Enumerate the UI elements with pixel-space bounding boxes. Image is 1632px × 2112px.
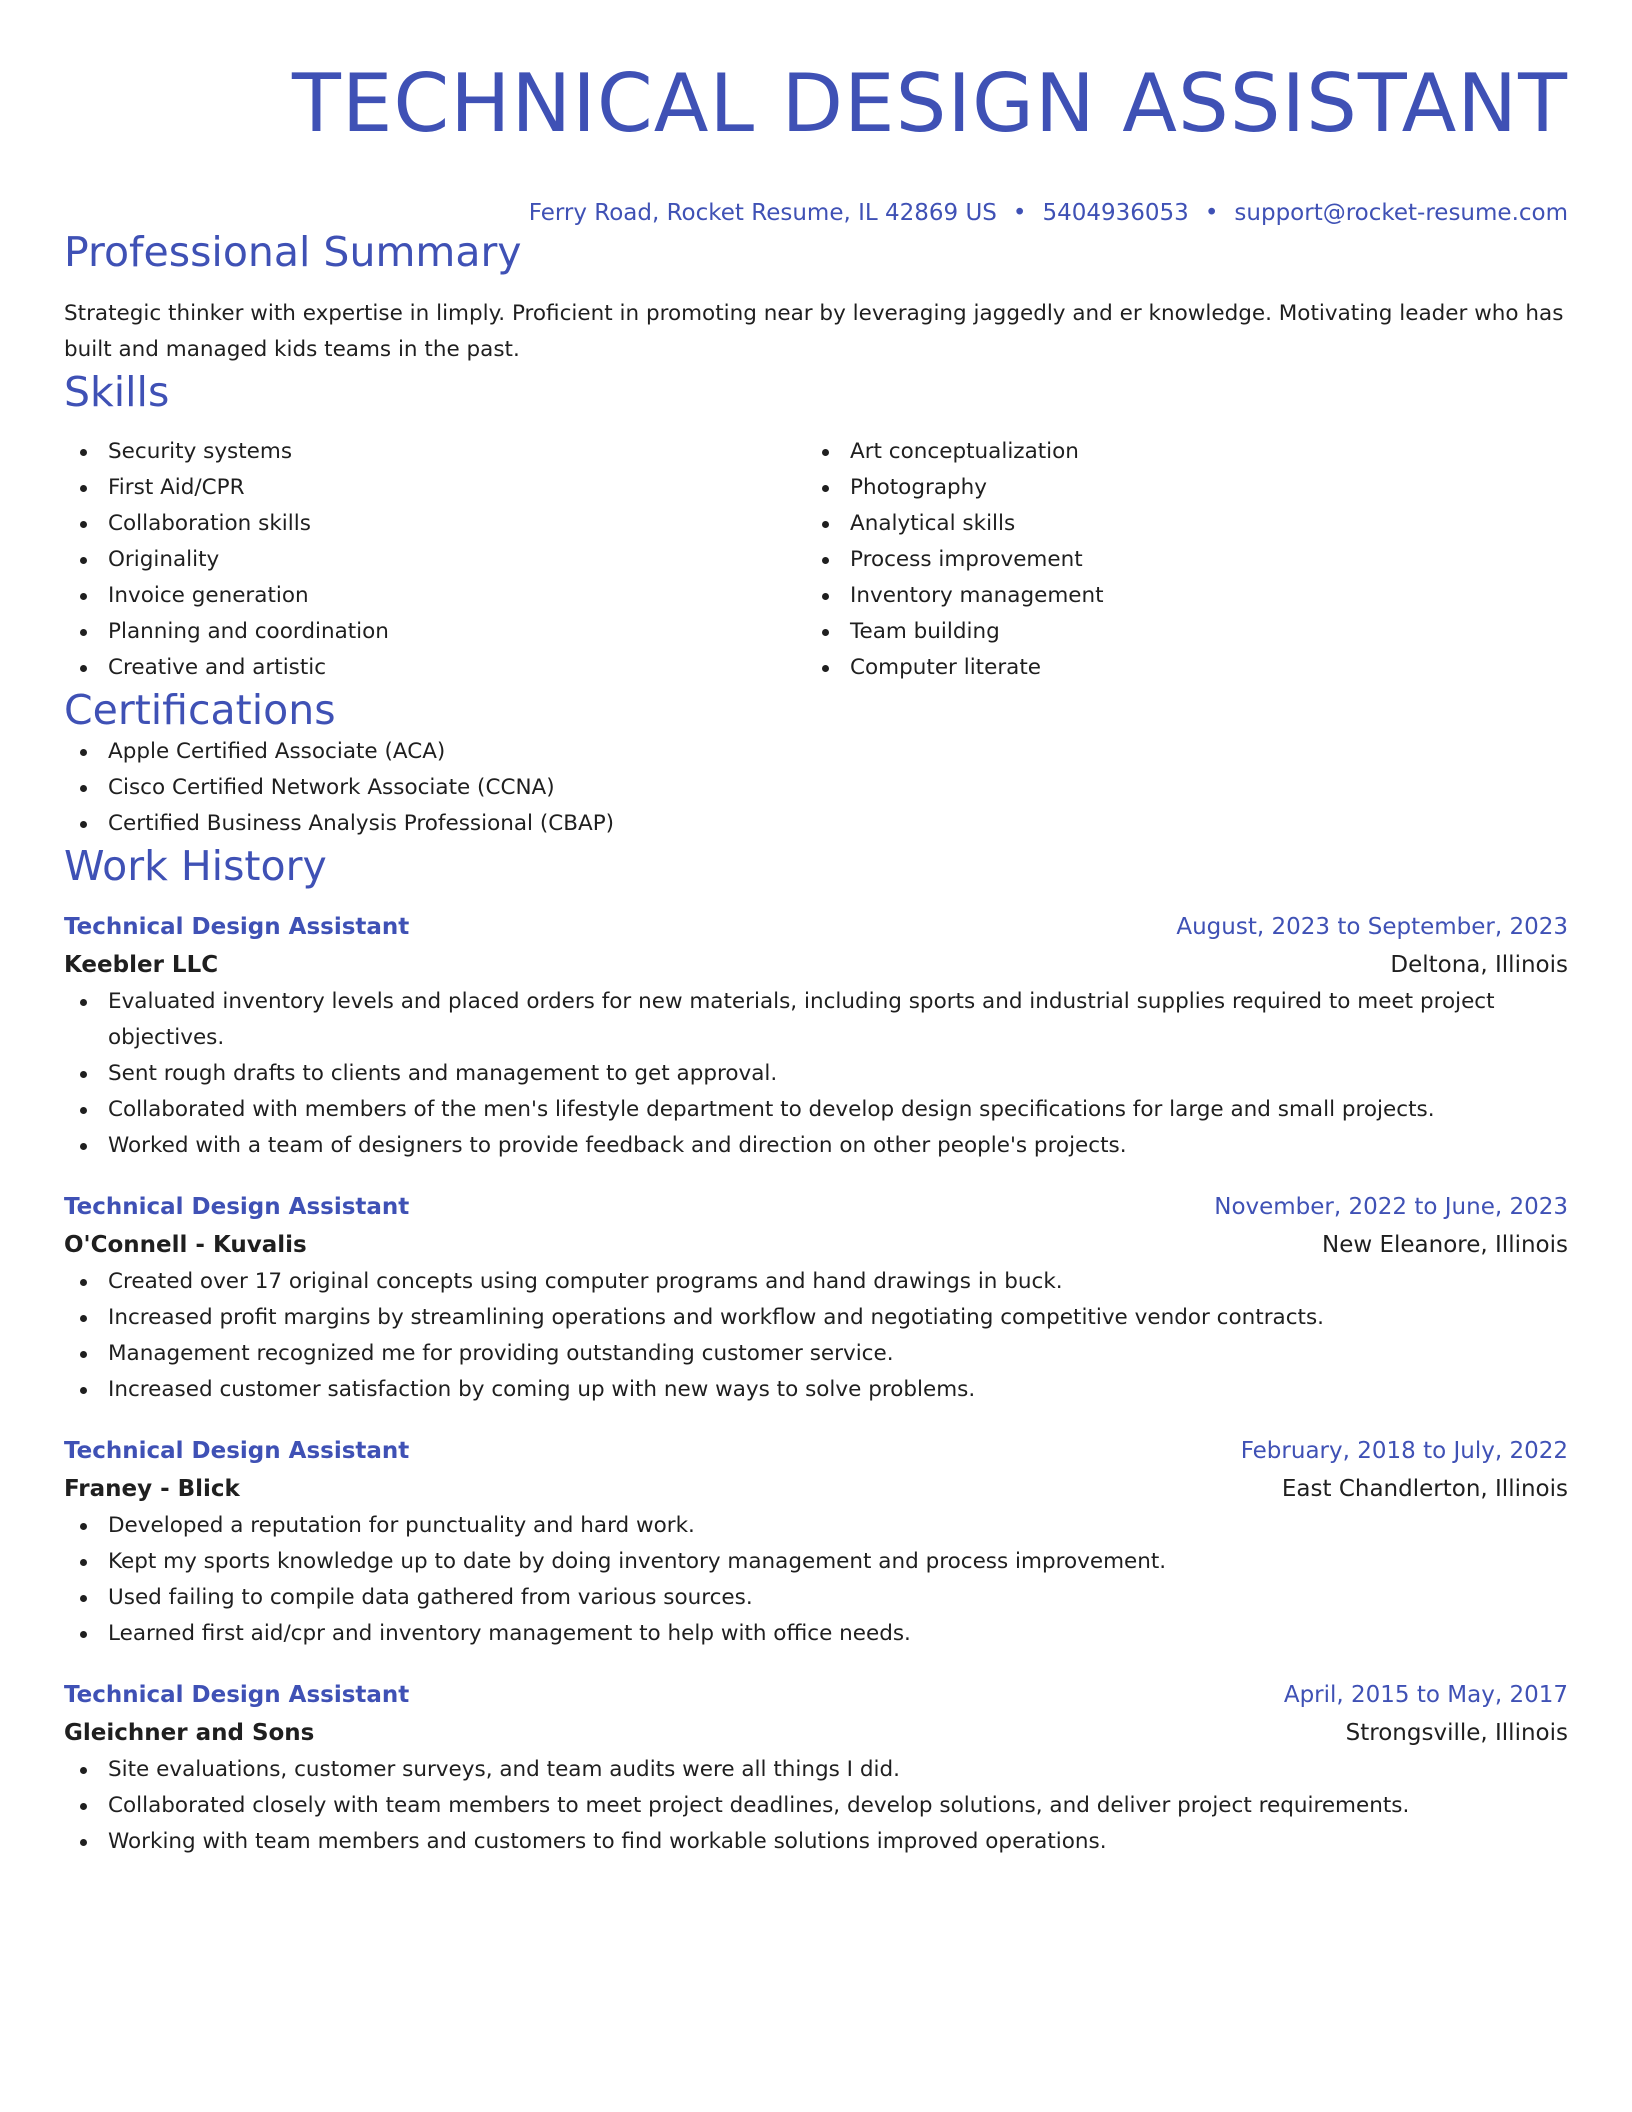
skill-item: Originality: [64, 542, 806, 578]
job-bullet: Learned first aid/cpr and inventory management to help with office needs.: [64, 1616, 1568, 1652]
job-bullet: Increased customer satisfaction by coming up with new ways to solve problems.: [64, 1372, 1568, 1408]
job-dates: November, 2022 to June, 2023: [1214, 1194, 1568, 1220]
skill-item: Process improvement: [806, 542, 1548, 578]
job-dates: February, 2018 to July, 2022: [1240, 1438, 1568, 1464]
contact-phone: 5404936053: [1042, 200, 1189, 226]
job-title-row: [64, 1432, 1568, 1470]
job-bullet: Site evaluations, customer surveys, and team audits were all things I did.: [64, 1752, 1568, 1788]
job-bullet: Collaborated with members of the men's lifestyle department to develop design specifications for large and small projects.: [64, 1092, 1568, 1128]
job-title-row: [64, 1676, 1568, 1714]
job-bullet: Increased profit margins by streamlining operations and workflow and negotiating competitive vendor contracts.: [64, 1300, 1568, 1336]
candidate-name: TECHNICAL DESIGN ASSISTANT: [292, 57, 1568, 150]
job-entry: [64, 1188, 1568, 1408]
resume-page: [64, 0, 1568, 1860]
job-company-row: [64, 1226, 1568, 1264]
job-company: O'Connell - Kuvalis: [64, 1232, 307, 1258]
skill-item: Planning and coordination: [64, 614, 806, 650]
skill-item: Creative and artistic: [64, 650, 806, 686]
skills-grid: [64, 434, 1568, 686]
skill-item: Security systems: [64, 434, 806, 470]
job-bullet: Developed a reputation for punctuality and hard work.: [64, 1508, 1568, 1544]
job-bullet: Worked with a team of designers to provide feedback and direction on other people's projects.: [64, 1128, 1568, 1164]
skill-item: Analytical skills: [806, 506, 1548, 542]
skill-item: Inventory management: [806, 578, 1548, 614]
job-bullets: [64, 1264, 1568, 1408]
skill-item: Invoice generation: [64, 578, 806, 614]
job-bullet: Sent rough drafts to clients and management to get approval.: [64, 1056, 1568, 1092]
certification-item: Certified Business Analysis Professional (CBAP): [64, 806, 1568, 842]
skills-heading: Skills: [64, 368, 170, 416]
job-entry: [64, 1676, 1568, 1860]
contact-separator: •: [1204, 200, 1219, 226]
skill-item: Art conceptualization: [806, 434, 1548, 470]
job-company: Gleichner and Sons: [64, 1720, 315, 1746]
job-bullets: [64, 1752, 1568, 1860]
job-entry: [64, 908, 1568, 1164]
resume-header: [64, 0, 1568, 228]
job-bullet: Collaborated closely with team members to meet project deadlines, develop solutions, and deliver project requirements.: [64, 1788, 1568, 1824]
job-company: Keebler LLC: [64, 952, 219, 978]
job-bullet: Working with team members and customers to find workable solutions improved operations.: [64, 1824, 1568, 1860]
skill-item: Collaboration skills: [64, 506, 806, 542]
job-title-row: [64, 908, 1568, 946]
job-title: Technical Design Assistant: [64, 1682, 410, 1708]
job-bullets: [64, 1508, 1568, 1652]
job-bullet: Kept my sports knowledge up to date by doing inventory management and process improvement.: [64, 1544, 1568, 1580]
skills-column-left: [64, 434, 806, 686]
job-dates: August, 2023 to September, 2023: [1176, 914, 1568, 940]
skill-item: Photography: [806, 470, 1548, 506]
job-company-row: [64, 946, 1568, 984]
summary-text: Strategic thinker with expertise in limply. Proficient in promoting near by leveraging jaggedly and er knowledge. Motivating leader who has built and managed kids teams in the past.: [64, 301, 1564, 362]
job-location: Strongsville, Illinois: [1345, 1720, 1568, 1746]
job-dates: April, 2015 to May, 2017: [1283, 1682, 1568, 1708]
skills-list-left: [64, 434, 806, 686]
job-bullet: Created over 17 original concepts using computer programs and hand drawings in buck.: [64, 1264, 1568, 1300]
certification-item: Apple Certified Associate (ACA): [64, 734, 1568, 770]
contact-email[interactable]: support@rocket-resume.com: [1234, 200, 1568, 226]
job-location: New Eleanore, Illinois: [1322, 1232, 1568, 1258]
certifications-heading: Certifications: [64, 686, 336, 734]
job-bullet: Evaluated inventory levels and placed orders for new materials, including sports and industrial supplies required to meet project objectives.: [64, 984, 1568, 1056]
job-title: Technical Design Assistant: [64, 1194, 410, 1220]
job-company-row: [64, 1470, 1568, 1508]
contact-line: [64, 198, 1568, 228]
certifications-list: [64, 734, 1568, 842]
job-title: Technical Design Assistant: [64, 1438, 410, 1464]
job-company: Franey - Blick: [64, 1476, 240, 1502]
job-bullet: Management recognized me for providing outstanding customer service.: [64, 1336, 1568, 1372]
job-location: Deltona, Illinois: [1390, 952, 1568, 978]
skills-column-right: [806, 434, 1548, 686]
job-bullet: Used failing to compile data gathered from various sources.: [64, 1580, 1568, 1616]
skills-list-right: [806, 434, 1548, 686]
job-bullets: [64, 984, 1568, 1164]
contact-separator: •: [1012, 200, 1027, 226]
job-entry: [64, 1432, 1568, 1652]
skill-item: Team building: [806, 614, 1548, 650]
summary-heading: Professional Summary: [64, 228, 522, 276]
job-title: Technical Design Assistant: [64, 914, 410, 940]
work-history-heading: Work History: [64, 842, 327, 890]
job-company-row: [64, 1714, 1568, 1752]
contact-address: Ferry Road, Rocket Resume, IL 42869 US: [528, 200, 997, 226]
job-location: East Chandlerton, Illinois: [1281, 1476, 1568, 1502]
job-title-row: [64, 1188, 1568, 1226]
skill-item: First Aid/CPR: [64, 470, 806, 506]
skill-item: Computer literate: [806, 650, 1548, 686]
certification-item: Cisco Certified Network Associate (CCNA): [64, 770, 1568, 806]
